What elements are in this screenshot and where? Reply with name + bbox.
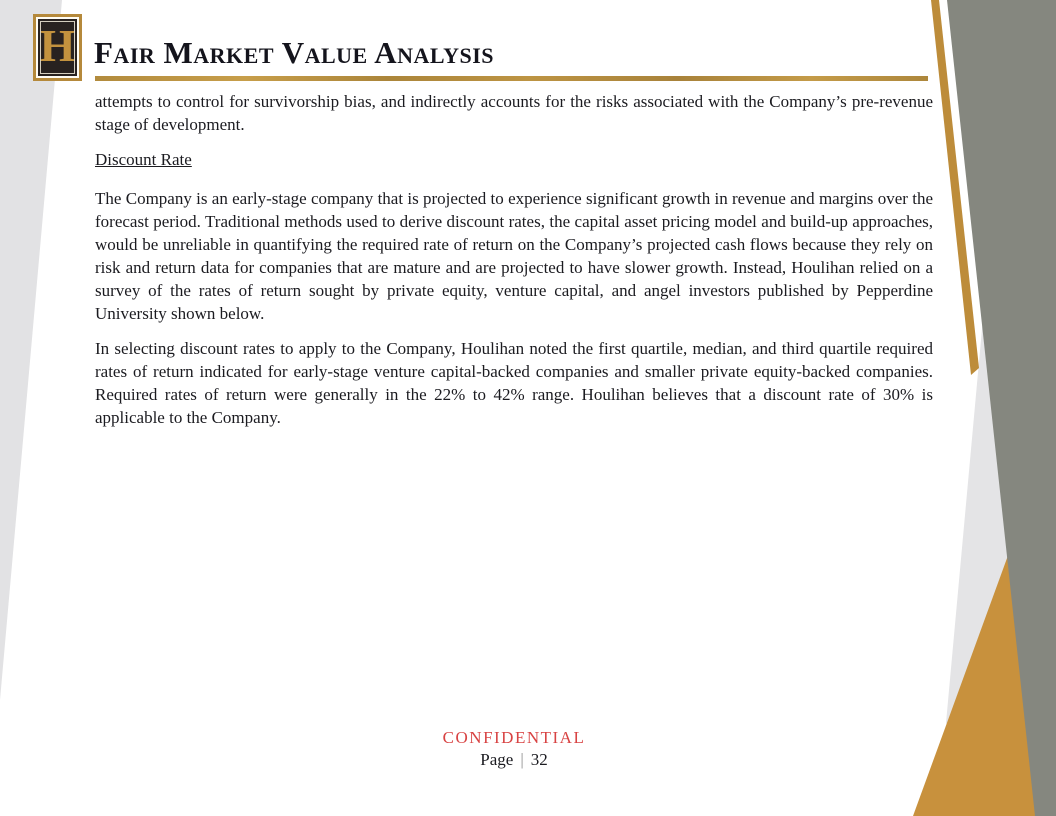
company-logo xyxy=(33,14,82,81)
paragraph: In selecting discount rates to apply to the Company, Houlihan noted the first quartile, median, and third quartile required rates of return indicated for early-stage venture capital-backed companies and smaller private equity-backed companies. Required rates of return were generally in the 22% to 42% range. Houlihan believes that a discount rate of 30% is applicable to the Company. xyxy=(95,339,933,427)
section-heading-discount-rate: Discount Rate xyxy=(95,150,192,169)
page-label: Page xyxy=(480,750,514,769)
confidential-label: CONFIDENTIAL xyxy=(442,728,586,747)
title-divider-rule xyxy=(95,76,928,81)
page-title: Fair Market Value Analysis xyxy=(94,35,494,70)
page-separator: | xyxy=(520,750,524,769)
paragraph: attempts to control for survivorship bias, and indirectly accounts for the risks associated with the Company’s pre-revenue stage of development. xyxy=(95,92,933,134)
footer xyxy=(95,727,933,771)
logo-frame xyxy=(38,19,77,76)
left-gray-wedge xyxy=(0,0,62,700)
page-number: 32 xyxy=(530,750,548,769)
body-text xyxy=(95,90,933,441)
paragraph: The Company is an early-stage company that is projected to experience significant growth in revenue and margins over the forecast period. Traditional methods used to derive discount rates, the capital asset pricing model and build-up approaches, would be unreliable in quantifying the required rate of return on the Company’s projected cash flows because they rely on risk and return data for companies that are mature and are projected to have slower growth. Instead, Houlihan relied on a survey of the rates of return sought by private equity, venture capital, and angel investors published by Pepperdine University shown below. xyxy=(95,189,933,323)
logo-letter: H xyxy=(39,20,76,71)
page-number-line xyxy=(95,748,933,771)
